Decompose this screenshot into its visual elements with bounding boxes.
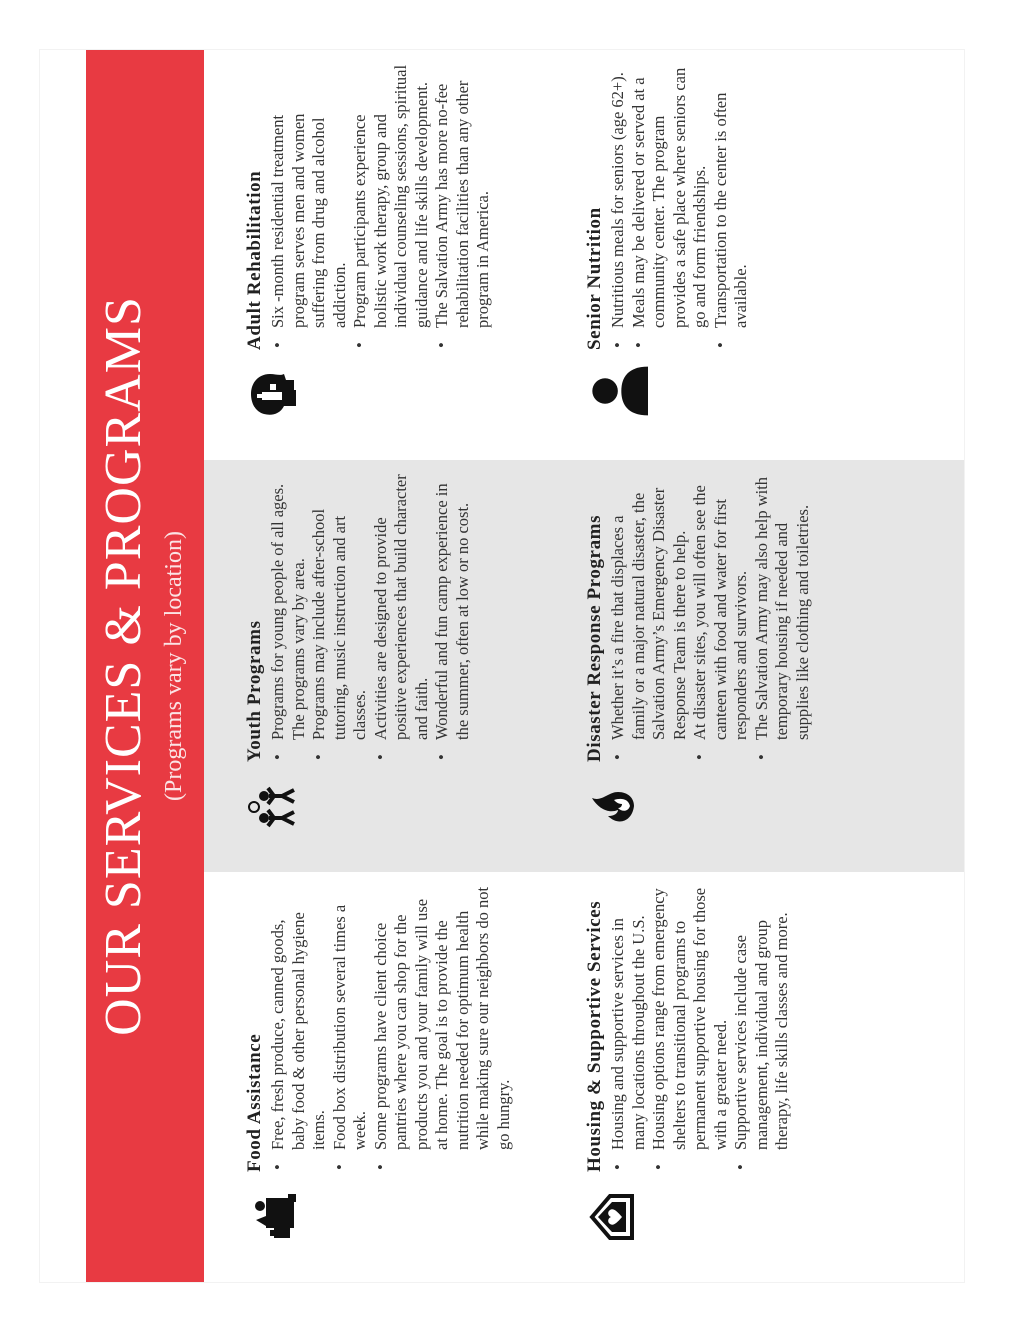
adult-rehabilitation-text: [244, 62, 494, 350]
list-item: • Programs for young people of all ages. The programs vary by area.: [268, 472, 309, 740]
disaster-response-heading: Disaster Response Programs: [584, 514, 605, 762]
housing-heading: Housing & Supportive Services: [584, 900, 605, 1172]
page-subtitle: (Programs vary by location): [161, 531, 187, 801]
brochure-panel: [40, 50, 964, 1282]
list-item: • Housing options range from emergency shelters to transitional programs to permanent supportive housing for those with a greater need.: [649, 884, 731, 1150]
list-item: • Some programs have client choice pantries where you can shop for the products you and your family will use at home. The goal is to provide the nutrition needed for optimum health while making sure our neighbors do not go hungry.: [371, 884, 515, 1150]
housing-list: [608, 884, 793, 1172]
list-item: • The Salvation Army may also help with temporary housing if needed and supplies like clothing and toiletries.: [752, 472, 814, 740]
food-assistance-text: [244, 884, 514, 1172]
list-item: • Transportation to the center is often available.: [711, 62, 752, 328]
food-assistance-heading: Food Assistance: [244, 1033, 265, 1172]
youth-programs-text: [244, 472, 473, 762]
adult-rehabilitation-list: [268, 62, 494, 350]
person-icon: [590, 362, 648, 420]
youth-programs-heading: Youth Programs: [244, 620, 265, 762]
page-title: OUR SERVICES & PROGRAMS: [95, 296, 152, 1036]
list-item: • Wonderful and fun camp experience in the summer, often at low or no cost.: [432, 472, 473, 740]
list-item: • Nutritious meals for seniors (age 62+).: [608, 62, 629, 328]
senior-nutrition-heading: Senior Nutrition: [584, 207, 605, 350]
senior-nutrition-list: [608, 62, 752, 350]
list-item: • Meals may be delivered or served at a community center. The program provides a safe place where seniors can go and form friendships.: [629, 62, 711, 328]
list-item: • Programs may include after-school tutoring, music instruction and art classes.: [309, 472, 371, 740]
list-item: • Program participants experience holistic work therapy, group and individual counseling sessions, spiritual guidance and life skills development.: [350, 62, 432, 328]
house-heart-icon: [588, 1192, 638, 1242]
disaster-response-text: [584, 472, 813, 762]
column-right: [204, 50, 964, 460]
list-item: • At disaster sites, you will often see the canteen with food and water for first responders and survivors.: [690, 472, 752, 740]
youth-programs-list: [268, 472, 473, 762]
list-item: • Food box distribution several times a week.: [330, 884, 371, 1150]
housing-text: [584, 884, 793, 1172]
senior-nutrition-text: [584, 62, 752, 350]
food-assistance-list: [268, 884, 514, 1172]
food-box-icon: [248, 1192, 298, 1242]
list-item: • Housing and supportive services in many locations throughout the U.S.: [608, 884, 649, 1150]
disaster-response-list: [608, 472, 813, 762]
adult-rehabilitation-heading: Adult Rehabilitation: [244, 170, 265, 350]
list-item: • The Salvation Army has more no-fee rehabilitation facilities than any other program in America.: [432, 62, 494, 328]
list-item: • Whether it’s a fire that displaces a family or a major natural disaster, the Salvation Army’s Emergency Disaster Response Team is there to help.: [608, 472, 690, 740]
list-item: • Free, fresh produce, canned goods, baby food & other personal hygiene items.: [268, 884, 330, 1150]
list-item: • Six -month residential treatment program serves men and women suffering from drug and alcohol addiction.: [268, 62, 350, 328]
list-item: • Supportive services include case management, individual and group therapy, life skills classes and more.: [731, 884, 793, 1150]
kids-playing-icon: [248, 782, 298, 832]
column-left: [204, 872, 964, 1282]
header-banner: [86, 50, 204, 1282]
list-item: • Activities are designed to provide positive experiences that build character and faith.: [371, 472, 433, 740]
head-bottle-icon: [248, 370, 298, 420]
flame-icon: [588, 782, 638, 832]
column-middle: [204, 460, 964, 872]
